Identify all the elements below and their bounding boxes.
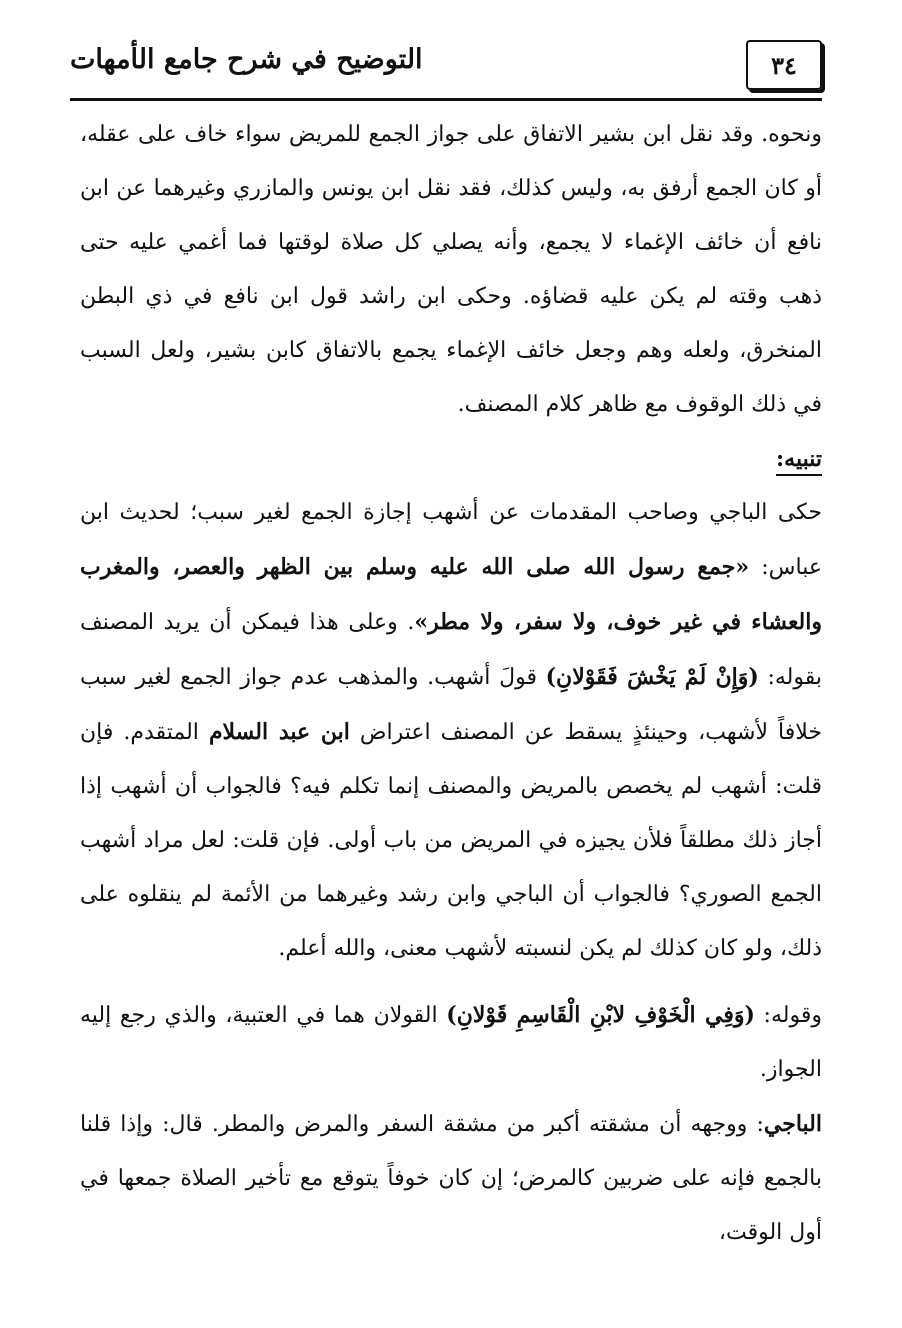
paragraph-2 [80,486,822,976]
text: قولَ أشهب. والمذهب عدم جواز الجمع لغير سبب خلافاً لأشهب، وحينئذٍ يسقط عن المصنف اعتراض [80,665,822,745]
scholar-name: ابن عبد السلام [208,719,350,745]
text: حكى الباجي وصاحب المقدمات عن أشهب إجازة الجمع لغير سبب؛ لحديث ابن عباس: [80,500,822,580]
hadith-quote: «جمع رسول الله صلى الله عليه وسلم بين الظهر والعصر، والمغرب والعشاء في غير خوف، ولا سفر، ولا مطر» [80,554,822,635]
text: : ووجهه أن مشقته أكبر من مشقة السفر والمرض والمطر. قال: وإذا قلنا بالجمع فإنه على ضربين كالمرض؛ إن كان خوفاً يتوقع مع تأخير الصلاة جمعها في أول الوقت، [80,1112,822,1245]
text: القولان هما في العتبية، والذي رجع إليه الجواز. [80,1003,822,1082]
header-divider [70,98,822,101]
text: المتقدم. فإن قلت: أشهب لم يخصص بالمريض والمصنف إنما تكلم فيه؟ فالجواب أن أشهب إذا أجاز ذلك مطلقاً فلأن يجيزه في المريض من باب أولى. فإن قلت: لعل مراد أشهب الجمع الصوري؟ فالجواب أن الباجي وابن رشد وغيرهما من الأئمة لم ينقلوه على ذلك، ولو كان كذلك لم يكن لنسبته لأشهب معنى، والله أعلم. [80,720,822,961]
page-header [70,36,822,100]
spacer [80,976,822,988]
text: وقوله: [754,1003,822,1028]
matn-quote: (وَإِنْ لَمْ يَخْشَ فَقَوْلانِ) [545,664,759,690]
page-number: ٣٤ [746,40,822,90]
paragraph-1: ونحوه. وقد نقل ابن بشير الاتفاق على جواز الجمع للمريض سواء خاف على عقله، أو كان الجمع أرفق به، وليس كذلك، فقد نقل ابن يونس والمازري وغيرهما عن ابن نافع أن خائف الإغماء لا يجمع، وأنه يصلي كل صلاة لوقتها فما أغمي عليه حتى ذهب وقته لم يكن عليه قضاؤه. وحكى ابن راشد قول ابن نافع في ذي البطن المنخرق، ولعله وهم وجعل خائف الإغماء يجمع بالاتفاق كابن بشير، ولعل السبب في ذلك الوقوف مع ظاهر كلام المصنف. [80,122,822,417]
book-title: التوضيح في شرح جامع الأمهات [70,44,423,75]
matn-quote: (وَفِي الْخَوْفِ لابْنِ الْقَاسِمِ قَوْلانِ) [446,1002,755,1028]
paragraph-4 [80,1097,822,1260]
scholar-name: الباجي [763,1111,822,1137]
page-body [80,108,822,1260]
heading-tanbih: تنبيه: [776,446,822,472]
paragraph-3 [80,988,822,1097]
text: . وعلى هذا فيمكن أن يريد المصنف بقوله: [80,610,822,690]
